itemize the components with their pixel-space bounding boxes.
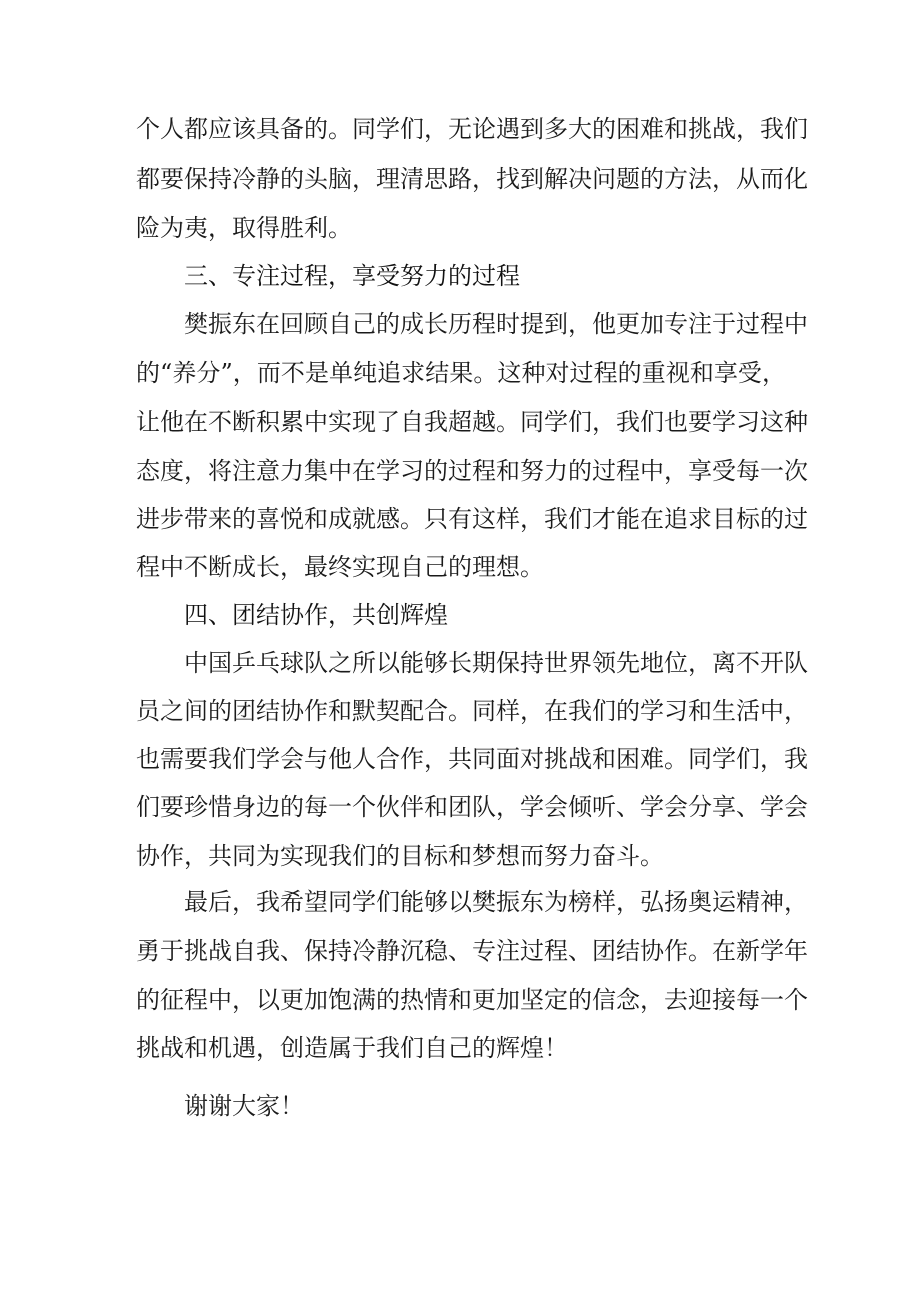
paragraph-line: 勇于挑战自我、保持冷静沉稳、专注过程、团结协作。在新学年 xyxy=(136,937,808,965)
paragraph-line: 们要珍惜身边的每一个伙伴和团队，学会倾听、学会分享、学会 xyxy=(136,793,808,821)
paragraph-line: 险为夷，取得胜利。 xyxy=(136,214,352,242)
paragraph-line: 协作，共同为实现我们的目标和梦想而努力奋斗。 xyxy=(136,842,664,870)
paragraph-line: 态度，将注意力集中在学习的过程和努力的过程中，享受每一次 xyxy=(136,457,808,485)
paragraph-line: 员之间的团结协作和默契配合。同样，在我们的学习和生活中， xyxy=(136,697,808,725)
paragraph-line: 中国乒乓球队之所以能够长期保持世界领先地位，离不开队 xyxy=(184,649,808,677)
section-heading-3: 三、专注过程，享受努力的过程 xyxy=(184,262,520,290)
paragraph-line: 最后，我希望同学们能够以樊振东为榜样，弘扬奥运精神， xyxy=(184,888,808,916)
paragraph-line: 樊振东在回顾自己的成长历程时提到，他更加专注于过程中 xyxy=(184,310,808,338)
paragraph-line: 挑战和机遇，创造属于我们自己的辉煌！ xyxy=(136,1034,568,1062)
section-heading-4: 四、团结协作，共创辉煌 xyxy=(184,601,448,629)
closing-thanks: 谢谢大家！ xyxy=(184,1092,304,1120)
paragraph-line: 的征程中，以更加饱满的热情和更加坚定的信念，去迎接每一个 xyxy=(136,986,808,1014)
paragraph-line: 个人都应该具备的。同学们，无论遇到多大的困难和挑战，我们 xyxy=(136,115,808,143)
paragraph-line: 程中不断成长，最终实现自己的理想。 xyxy=(136,553,544,581)
paragraph-line: 的“养分”，而不是单纯追求结果。这种对过程的重视和享受， xyxy=(136,359,786,387)
paragraph-line: 也需要我们学会与他人合作，共同面对挑战和困难。同学们，我 xyxy=(136,745,808,773)
paragraph-line: 让他在不断积累中实现了自我超越。同学们，我们也要学习这种 xyxy=(136,408,808,436)
paragraph-line: 都要保持冷静的头脑，理清思路，找到解决问题的方法，从而化 xyxy=(136,165,808,193)
paragraph-line: 进步带来的喜悦和成就感。只有这样，我们才能在追求目标的过 xyxy=(136,505,808,533)
